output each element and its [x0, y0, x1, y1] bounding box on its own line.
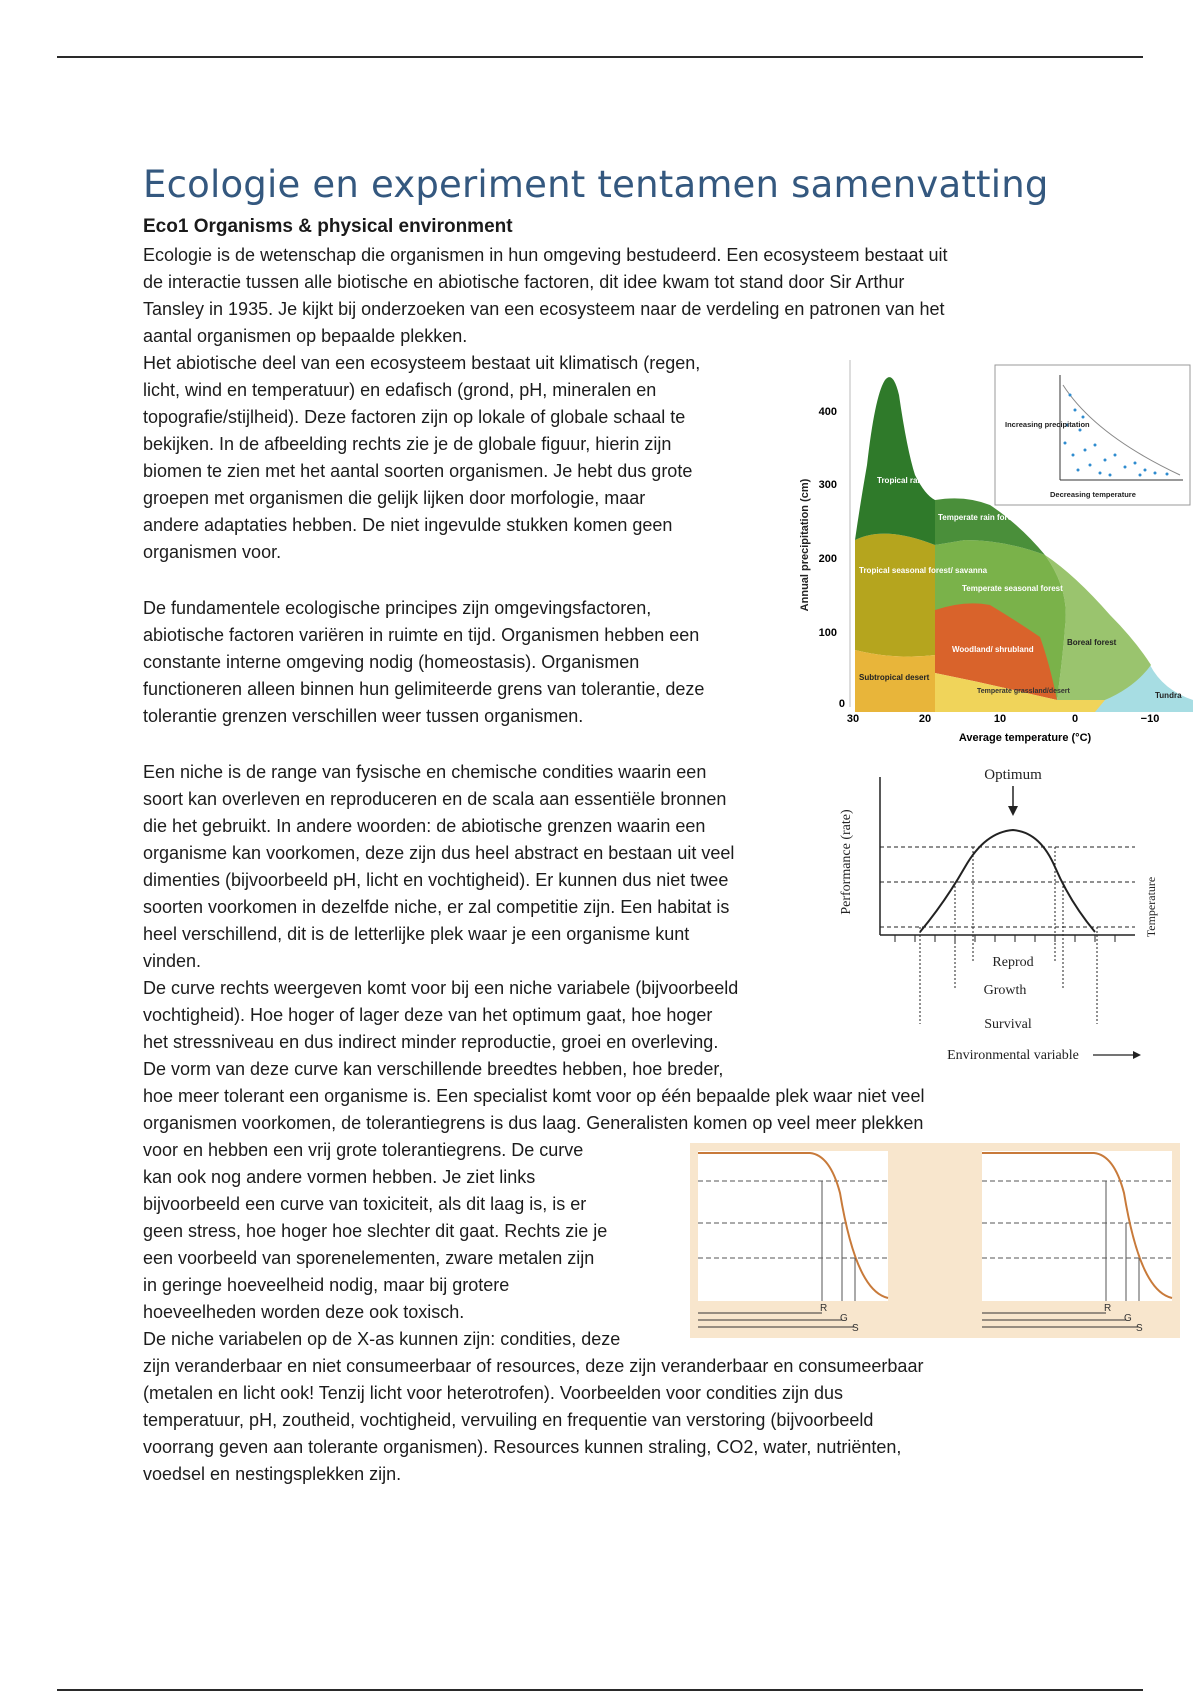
text-line: functioneren alleen binnen hun gelimiteerde grens van tolerantie, deze	[143, 679, 705, 699]
text-line: topografie/stijlheid). Deze factoren zijn op lokale of globale schaal te	[143, 407, 686, 427]
biome-ytick: 100	[818, 627, 837, 639]
text-line: die het gebruikt. In andere woorden: de abiotische grenzen waarin een	[143, 816, 706, 836]
tolerance-chart	[835, 762, 1165, 1072]
biome-label: Subtropical desert	[859, 673, 930, 682]
text-line: voedsel en nestingsplekken zijn.	[143, 1464, 402, 1484]
biome-xtick: 30	[846, 713, 860, 725]
text-line: vochtigheid). Hoe hoger of lager deze van het optimum gaat, hoe hoger	[143, 1005, 713, 1025]
dose-response-figure	[690, 1143, 1180, 1338]
text-line: voorrang geven aan tolerante organismen). Resources kunnen straling, CO2, water, nutriënten,	[143, 1437, 902, 1457]
text-line: zijn veranderbaar en niet consumeerbaar of resources, deze zijn veranderbaar en consumeerbaar	[143, 1356, 924, 1376]
inset-label-decreasing: Decreasing temperature	[1050, 490, 1136, 499]
text-line: De fundamentele ecologische principes zijn omgevingsfactoren,	[143, 598, 652, 618]
text-line: hoeveelheden worden deze ook toxisch.	[143, 1302, 465, 1322]
text-line: groepen met organismen die gelijk lijken door morfologie, maar	[143, 488, 646, 508]
biome-xtick: 0	[1071, 713, 1079, 725]
text-line: hoe meer tolerant een organisme is. Een specialist komt voor op één bepaalde plek waar niet veel	[143, 1086, 925, 1106]
biome-tropical-seasonal-forest	[855, 534, 935, 657]
text-line: een voorbeeld van sporenelementen, zware metalen zijn	[143, 1248, 595, 1268]
text-line: vinden.	[143, 951, 202, 971]
biome-label: Woodland/ shrubland	[952, 645, 1034, 654]
paragraph-abiotic	[143, 350, 700, 566]
tolerance-figure	[835, 762, 1165, 1072]
header-rule	[57, 56, 1143, 58]
dose-label-s: S	[1136, 1323, 1143, 1334]
biome-ytick: 200	[818, 553, 837, 565]
inset-label-increasing: Increasing precipitation	[1005, 420, 1090, 429]
text-line: in geringe hoeveelheid nodig, maar bij grotere	[143, 1275, 510, 1295]
tolerance-ylabel: Performance (rate)	[839, 809, 854, 915]
optimum-label: Optimum	[984, 767, 1042, 783]
text-line: soort kan overleven en reproduceren en de scala aan essentiële bronnen	[143, 789, 727, 809]
text-line: biomen te zien met het aantal soorten organismen. Je hebt dus grote	[143, 461, 693, 481]
text-line: de interactie tussen alle biotische en abiotische factoren, dit idee kwam tot stand door Sir Arthur	[143, 272, 905, 292]
growth-label: Growth	[983, 983, 1027, 998]
text-line: organisme kan voorkomen, deze zijn dus heel abstract en bestaan uit veel	[143, 843, 735, 863]
biome-inset	[995, 365, 1190, 505]
text-line: Het abiotische deel van een ecosysteem bestaat uit klimatisch (regen,	[143, 353, 701, 373]
dose-label-s: S	[852, 1323, 859, 1334]
text-line: De vorm van deze curve kan verschillende breedtes hebben, hoe breder,	[143, 1059, 724, 1079]
text-line: abiotische factoren variëren in ruimte en tijd. Organismen hebben een	[143, 625, 700, 645]
text-line: dimenties (bijvoorbeeld pH, licht en vochtigheid). Er kunnen dus niet twee	[143, 870, 729, 890]
biome-ytick: 400	[818, 406, 837, 418]
text-line: Tansley in 1935. Je kijkt bij onderzoeken van een ecosysteem naar de verdeling en patronen van het	[143, 299, 945, 319]
page-title: Ecologie en experiment tentamen samenvatting	[143, 163, 1049, 206]
footer-rule	[57, 1689, 1143, 1691]
text-line: het stressniveau en dus indirect minder reproductie, groei en overleving.	[143, 1032, 719, 1052]
dose-label-r: R	[820, 1303, 828, 1314]
text-line: Ecologie is de wetenschap die organismen in hun omgeving bestudeerd. Een ecosysteem bestaat uit	[143, 245, 948, 265]
dose-label-g: G	[840, 1313, 848, 1324]
dose-label-g: G	[1124, 1313, 1132, 1324]
tolerance-right-label: Temperature	[1144, 876, 1158, 938]
dose-label-r: R	[1104, 1303, 1112, 1314]
biome-ytick: 0	[838, 698, 845, 710]
biome-xtick: 20	[918, 713, 932, 725]
biome-xlabel: Average temperature (°C)	[958, 732, 1092, 744]
reprod-label: Reprod	[992, 955, 1034, 970]
dose-response-charts	[690, 1143, 1180, 1338]
text-line: soorten voorkomen in dezelfde niche, er zal competitie zijn. Een habitat is	[143, 897, 730, 917]
text-line: andere adaptaties hebben. De niet ingevulde stukken komen geen	[143, 515, 673, 535]
text-line: constante interne omgeving nodig (homeostasis). Organismen	[143, 652, 640, 672]
biome-label: Temperate rain forest	[938, 513, 1020, 522]
biome-figure	[795, 355, 1195, 750]
section-heading: Eco1 Organisms & physical environment	[143, 216, 513, 237]
text-line: Een niche is de range van fysische en chemische condities waarin een	[143, 762, 707, 782]
text-line: aantal organismen op bepaalde plekken.	[143, 326, 468, 346]
text-line: heel verschillend, dit is de letterlijke plek waar je een organisme kunt	[143, 924, 690, 944]
text-line: bekijken. In de afbeelding rechts zie je de globale figuur, hierin zijn	[143, 434, 672, 454]
text-line: tolerantie grenzen verschillen weer tussen organismen.	[143, 706, 584, 726]
text-line: (metalen en licht ook! Tenzij licht voor heterotrofen). Voorbeelden voor condities zijn dus	[143, 1383, 844, 1403]
biome-ytick: 300	[818, 479, 837, 491]
text-line: organismen voorkomen, de tolerantiegrens is dus laag. Generalisten komen op veel meer plekken	[143, 1113, 924, 1133]
biome-label: Boreal forest	[1067, 638, 1117, 647]
text-line: kan ook nog andere vormen hebben. Je ziet links	[143, 1167, 536, 1187]
text-line: geen stress, hoe hoger hoe slechter dit gaat. Rechts zie je	[143, 1221, 608, 1241]
tolerance-xlabel: Environmental variable	[947, 1048, 1079, 1063]
biome-ylabel: Annual precipitation (cm)	[799, 478, 811, 612]
biome-label: Tundra	[1155, 691, 1182, 700]
text-line: licht, wind en temperatuur) en edafisch (grond, pH, mineralen en	[143, 380, 657, 400]
biome-label: Tropical rain forest	[877, 476, 950, 485]
biome-label: Temperate seasonal forest	[962, 584, 1063, 593]
paragraph-principles	[143, 595, 704, 730]
survival-label: Survival	[984, 1017, 1032, 1032]
text-line: voor en hebben een vrij grote tolerantiegrens. De curve	[143, 1140, 584, 1160]
biome-xtick: −10	[1140, 713, 1160, 725]
biome-label: Tropical seasonal forest/ savanna	[859, 566, 988, 575]
text-line: bijvoorbeeld een curve van toxiciteit, als dit laag is, is er	[143, 1194, 587, 1214]
paragraph-niche	[143, 759, 924, 1488]
text-line: De niche variabelen op de X-as kunnen zijn: condities, deze	[143, 1329, 621, 1349]
text-line: De curve rechts weergeven komt voor bij een niche variabele (bijvoorbeeld	[143, 978, 739, 998]
text-line: organismen voor.	[143, 542, 282, 562]
text-line: temperatuur, pH, zoutheid, vochtigheid, vervuiling en frequentie van verstoring (bijvoorbeeld	[143, 1410, 874, 1430]
biome-xtick: 10	[993, 713, 1007, 725]
biome-chart	[795, 355, 1195, 750]
biome-label: Temperate grassland/desert	[977, 688, 1070, 695]
paragraph-intro	[143, 242, 948, 350]
